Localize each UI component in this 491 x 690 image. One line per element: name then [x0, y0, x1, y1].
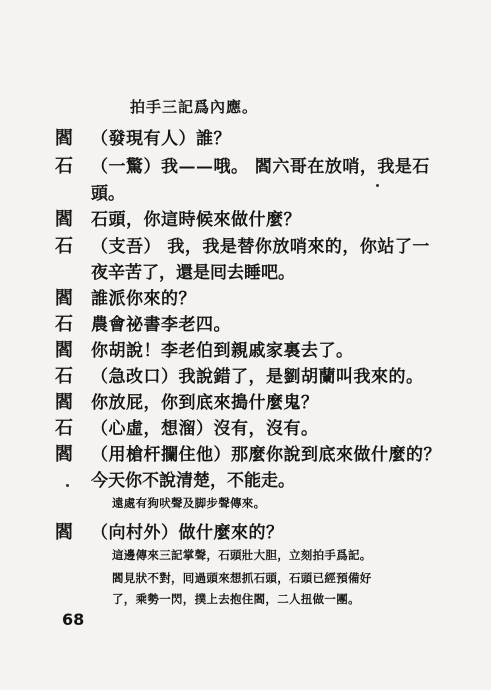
dialogue-text: 你放屁，你到底來搗什麼鬼？ — [91, 393, 319, 413]
ink-speck — [376, 184, 379, 187]
dialogue-text: （發現有人）誰？ — [91, 129, 231, 149]
speaker-name: 閻 — [55, 340, 73, 361]
speaker-name: 石 — [55, 156, 73, 177]
speaker-name: 閻 — [55, 288, 73, 309]
dialogue-continuation: 今天你不說清楚，不能走。 — [91, 471, 295, 491]
stage-direction-end: 閻見狀不對，囘過頭來想抓石頭，石頭已經預備好 — [112, 571, 372, 585]
speaker-name: 石 — [55, 314, 73, 335]
dialogue-text: 石頭，你這時候來做什麼？ — [91, 210, 301, 230]
speaker-name: 閻 — [55, 522, 73, 543]
dialogue-text: （用槍杆攔住他）那麼你說到底來做什麼的？ — [91, 445, 441, 465]
speaker-name: 閻 — [55, 209, 73, 230]
dialogue-text: 農會祕書李老四。 — [91, 315, 231, 335]
stage-direction-end: 了，乘勢一閃，撲上去抱住閻，二人扭做一團。 — [112, 592, 360, 606]
speaker-name: 閻 — [55, 128, 73, 149]
dialogue-continuation: 頭。 — [91, 184, 125, 204]
stage-direction-end: 這邊傳來三記掌聲，石頭壯大胆，立刻拍手爲記。 — [112, 548, 372, 562]
speaker-name: 石 — [55, 418, 73, 439]
dialogue-text: （急改口）我說錯了，是劉胡蘭叫我來的。 — [91, 367, 424, 387]
speaker-name: 閻 — [55, 444, 73, 465]
dialogue-text: （支吾） 我，我是替你放哨來的，你站了一 — [91, 237, 430, 257]
dialogue-text: （向村外）做什麼來的？ — [91, 523, 284, 543]
dialogue-text: （心虛，想溜）沒有，沒有。 — [91, 419, 319, 439]
dialogue-text: 誰派你來的？ — [91, 289, 196, 309]
speaker-name: 石 — [55, 366, 73, 387]
stage-direction-dog: 遠處有狗吠聲及脚步聲傳來。 — [112, 496, 266, 510]
dialogue-continuation: 夜辛苦了，還是囘去睡吧。 — [91, 263, 295, 283]
speaker-name: 石 — [55, 236, 73, 257]
dialogue-text: （一驚）我——哦。 閻六哥在放哨，我是石 — [91, 157, 430, 177]
stage-direction-top: 拍手三記爲內應。 — [130, 98, 259, 116]
ink-speck — [66, 484, 69, 487]
dialogue-text: 你胡說！李老伯到親戚家裏去了。 — [91, 341, 354, 361]
speaker-name: 閻 — [55, 392, 73, 413]
page-number: 68 — [62, 610, 85, 629]
